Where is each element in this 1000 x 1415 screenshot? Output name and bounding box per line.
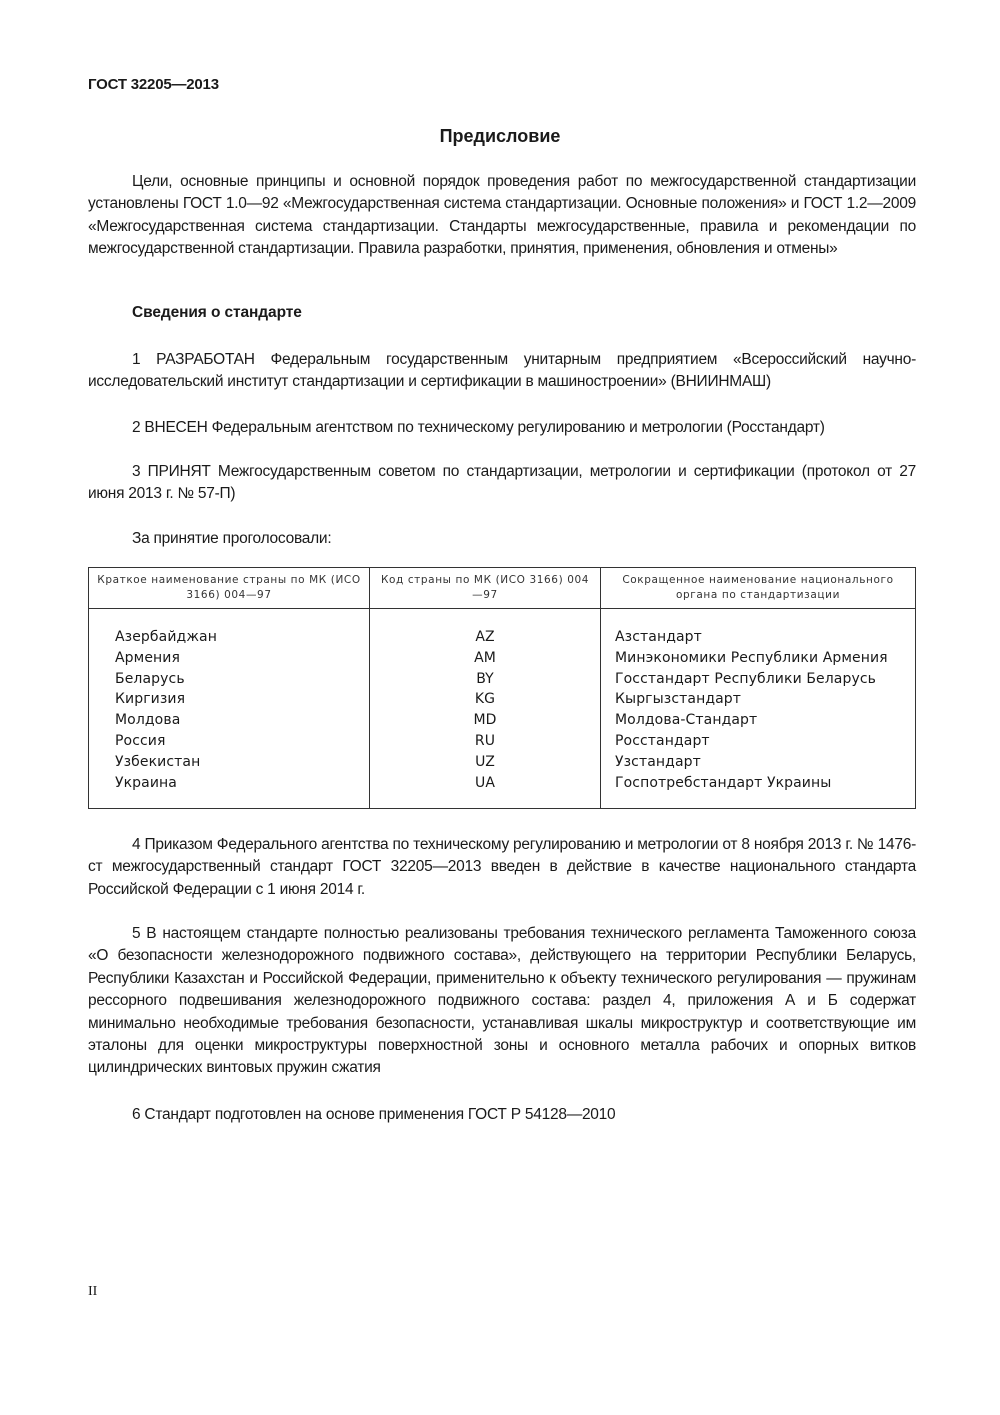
standards-body-name: Кыргызстандарт xyxy=(615,691,742,708)
item-2-introduced: 2 ВНЕСЕН Федеральным агентством по техническому регулированию и метрологии (Росстандарт) xyxy=(132,419,825,436)
country-code: AM xyxy=(474,649,496,666)
country-name: Азербайджан xyxy=(115,629,217,645)
standards-body-name: Росстандарт xyxy=(615,732,710,749)
header-country-name: Краткое наименование страны по МК (ИСО 3166) 004—97 xyxy=(89,568,370,609)
info-heading: Сведения о стандарте xyxy=(132,304,302,321)
standards-body-name: Молдова-Стандарт xyxy=(615,712,758,729)
vote-intro: За принятие проголосовали: xyxy=(132,530,332,547)
country-name: Армения xyxy=(115,649,181,666)
item-1-developed: 1 РАЗРАБОТАН Федеральным государственным унитарным предприятием «Всероссийский научно-исследовательский институт стандартизации и сертификации в машиностроении» (ВНИИНМАШ) xyxy=(88,351,916,391)
country-name: Узбекистан xyxy=(115,753,201,770)
country-code: KG xyxy=(474,691,496,708)
vote-table xyxy=(88,567,916,809)
country-name: Молдова xyxy=(115,712,181,729)
standards-body-name: Узстандарт xyxy=(615,753,701,770)
code-column xyxy=(370,609,601,809)
country-name: Россия xyxy=(115,732,166,749)
country-code: AZ xyxy=(475,629,495,645)
header-standards-body: Сокращенное наименование национального органа по стандартизации xyxy=(601,568,916,609)
document-code: ГОСТ 32205—2013 xyxy=(88,76,219,93)
item-6-basis: 6 Стандарт подготовлен на основе применения ГОСТ Р 54128—2010 xyxy=(132,1106,616,1123)
header-country-code: Код страны по МК (ИСО 3166) 004—97 xyxy=(370,568,601,609)
country-column xyxy=(89,609,370,809)
country-code: RU xyxy=(474,732,496,749)
item-4-order: 4 Приказом Федерального агентства по техническому регулированию и метрологии от 8 ноября 2013 г. № 1476-ст межгосударственный стандарт ГОСТ 32205—2013 введен в действие в качестве национального стандарта Российской Федерации с 1 июня 2014 г. xyxy=(88,836,916,898)
country-code: UA xyxy=(474,774,496,791)
standards-body-name: Минэкономики Республики Армения xyxy=(615,649,888,666)
item-3-adopted: 3 ПРИНЯТ Межгосударственным советом по стандартизации, метрологии и сертификации (протокол от 27 июня 2013 г. № 57-П) xyxy=(88,463,916,503)
country-code: MD xyxy=(473,712,497,729)
vote-table-body-row xyxy=(89,609,916,809)
standards-body-name: Госстандарт Республики Беларусь xyxy=(615,670,876,687)
item-5-requirements: 5 В настоящем стандарте полностью реализованы требования технического регламента Таможенного союза «О безопасности железнодорожного подвижного состава», действующего на территории Республики Беларусь, Республики Казахстан и Российской Федерации, применительно к объекту технического регулирования — пружинам рессорного подвешивания железнодорожного подвижного состава: раздел 4, приложения А и Б содержат минимально необходимые требования безопасности, устанавливая шкалы микроструктур и соответствующие им эталоны для оценки микроструктуры поверхностной зоны и основного металла рабочих и опорных витков цилиндрических винтовых пружин сжатия xyxy=(88,925,916,1077)
page-title: Предисловие xyxy=(439,126,561,146)
intro-paragraph: Цели, основные принципы и основной порядок проведения работ по межгосударственной стандартизации установлены ГОСТ 1.0—92 «Межгосударственная система стандартизации. Основные положения» и ГОСТ 1.2—2009 «Межгосударственная система стандартизации. Стандарты межгосударственные, правила и рекомендации по межгосударственной стандартизации. Правила разработки, принятия, применения, обновления и отмены» xyxy=(88,173,916,258)
standards-body-name: Госпотребстандарт Украины xyxy=(615,774,832,791)
standards-body-name: Азстандарт xyxy=(615,629,702,645)
country-name: Киргизия xyxy=(115,691,186,708)
country-code: BY xyxy=(476,670,494,687)
country-name: Беларусь xyxy=(115,670,185,687)
country-name: Украина xyxy=(115,774,177,791)
page-number: II xyxy=(88,1284,98,1299)
vote-table-header-row xyxy=(89,568,916,609)
country-code: UZ xyxy=(475,753,495,770)
standards-body-column xyxy=(601,609,916,809)
